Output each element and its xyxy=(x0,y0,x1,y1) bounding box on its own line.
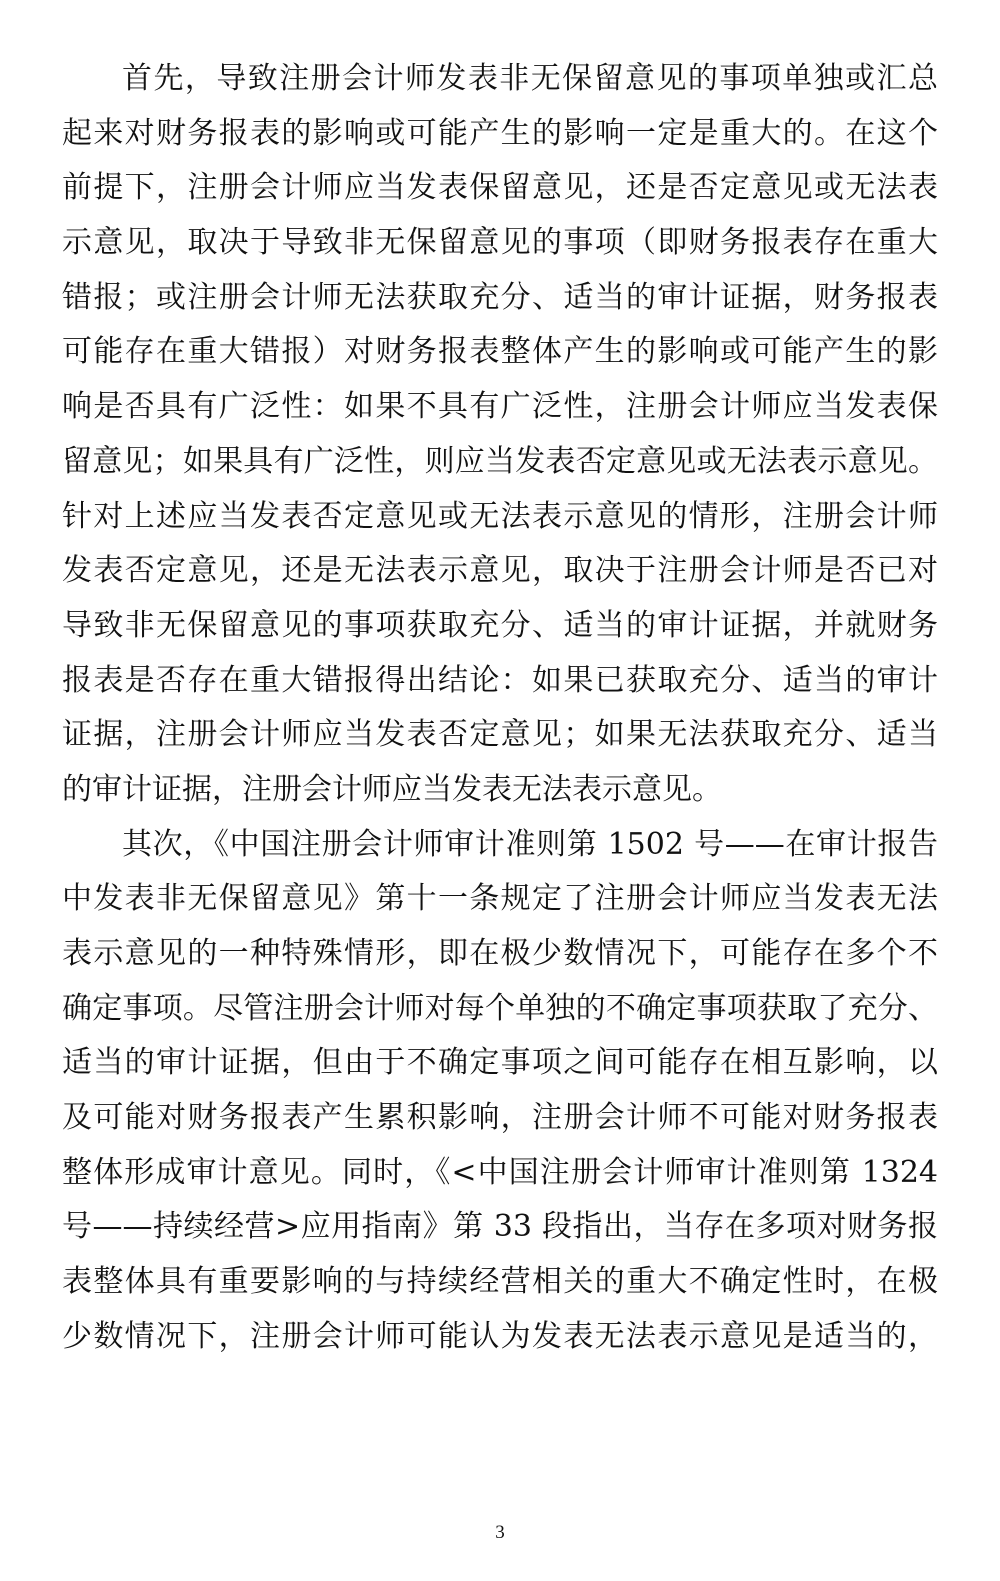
text-line: 少数情况下，注册会计师可能认为发表无法表示意见是适当的， xyxy=(62,1318,938,1354)
text-line: 号——持续经营>应用指南》第 33 段指出，当存在多项对财务报 xyxy=(62,1209,938,1245)
text-line: 前提下，注册会计师应当发表保留意见，还是否定意见或无法表 xyxy=(62,170,938,206)
text-line: 错报；或注册会计师无法获取充分、适当的审计证据，财务报表 xyxy=(62,279,938,315)
text-line: 整体形成审计意见。同时，《<中国注册会计师审计准则第 1324 xyxy=(62,1154,938,1190)
text-line: 确定事项。尽管注册会计师对每个单独的不确定事项获取了充分、 xyxy=(62,990,938,1026)
text-line: 可能存在重大错报）对财务报表整体产生的影响或可能产生的影 xyxy=(62,334,938,370)
text-line: 首先，导致注册会计师发表非无保留意见的事项单独或汇总 xyxy=(122,61,938,96)
text-line: 响是否具有广泛性：如果不具有广泛性，注册会计师应当发表保 xyxy=(62,389,938,425)
text-line: 发表否定意见，还是无法表示意见，取决于注册会计师是否已对 xyxy=(62,553,938,589)
body-text xyxy=(62,52,938,1365)
text-line: 表整体具有重要影响的与持续经营相关的重大不确定性时，在极 xyxy=(62,1264,938,1300)
text-line: 留意见；如果具有广泛性，则应当发表否定意见或无法表示意见。 xyxy=(62,443,938,479)
text-line: 适当的审计证据，但由于不确定事项之间可能存在相互影响，以 xyxy=(62,1045,938,1081)
text-line: 表示意见的一种特殊情形，即在极少数情况下，可能存在多个不 xyxy=(62,936,938,971)
text-line: 其次，《中国注册会计师审计准则第 1502 号——在审计报告 xyxy=(122,826,938,862)
text-line: 针对上述应当发表否定意见或无法表示意见的情形，注册会计师 xyxy=(62,498,938,534)
text-line: 示意见，取决于导致非无保留意见的事项（即财务报表存在重大 xyxy=(62,225,938,261)
text-line: 报表是否存在重大错报得出结论：如果已获取充分、适当的审计 xyxy=(62,662,938,698)
text-line: 起来对财务报表的影响或可能产生的影响一定是重大的。在这个 xyxy=(62,115,938,151)
text-line: 中发表非无保留意见》第十一条规定了注册会计师应当发表无法 xyxy=(62,881,938,917)
text-line: 的审计证据，注册会计师应当发表无法表示意见。 xyxy=(62,771,722,807)
page-number: 3 xyxy=(495,1522,505,1543)
text-line: 及可能对财务报表产生累积影响，注册会计师不可能对财务报表 xyxy=(62,1100,938,1136)
text-line: 导致非无保留意见的事项获取充分、适当的审计证据，并就财务 xyxy=(62,607,938,643)
text-line: 证据，注册会计师应当发表否定意见；如果无法获取充分、适当 xyxy=(62,717,938,753)
